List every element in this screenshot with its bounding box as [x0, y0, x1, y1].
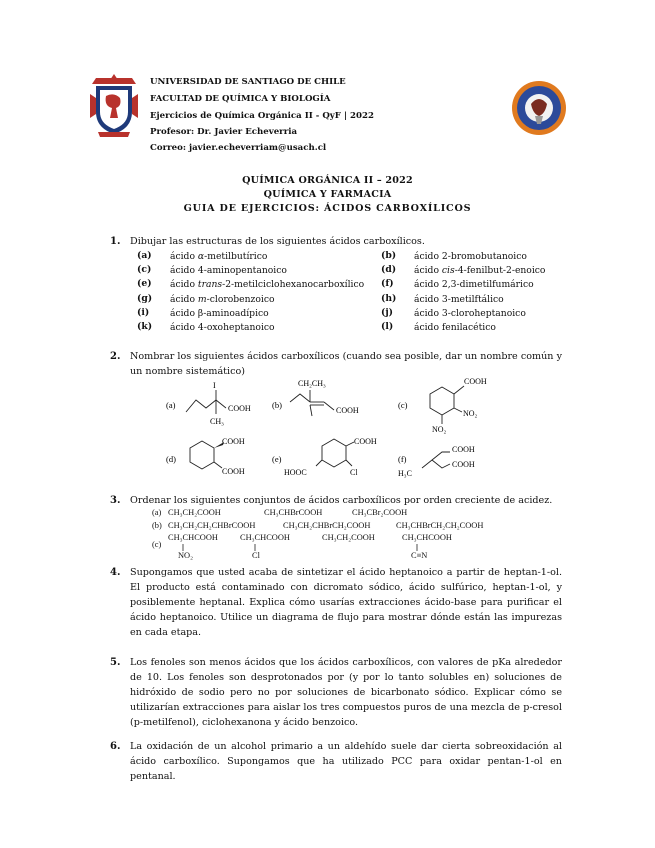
q3-c-acid-1: CH₃CHCOOH	[168, 533, 218, 542]
university-name: UNIVERSIDAD DE SANTIAGO DE CHILE	[150, 77, 346, 87]
q2-c-no2-a: NO₂	[463, 409, 478, 418]
q3-c-acid-4: CH₃CHCOOH	[402, 533, 452, 542]
q2-structures	[160, 372, 520, 484]
q1-item-label: (c)	[137, 264, 152, 276]
professor-name: Profesor: Dr. Javier Echeverria	[150, 127, 298, 137]
q2-f-cooh-a: COOH	[452, 445, 475, 454]
q2-number: 2.	[110, 351, 121, 362]
title-guide: GUIA DE EJERCICIOS: ÁCIDOS CARBOXÍLICOS	[183, 203, 472, 214]
q2-text: Nombrar los siguientes ácidos carboxílicos (cuando sea posible, dar un nombre común y un nombre sistemático)	[130, 351, 562, 377]
q1-item-name: ácido α-metilbutírico	[170, 251, 268, 262]
q1-item-label: (g)	[137, 292, 153, 304]
q1-item-name: ácido m-clorobenzoico	[170, 293, 275, 305]
q1-item-label: (j)	[381, 306, 394, 318]
q2-c-cooh: COOH	[464, 377, 487, 386]
q1-text: Dibujar las estructuras de los siguientes ácidos carboxílicos.	[130, 236, 425, 247]
professor-email: Correo: javier.echeverriam@usach.cl	[150, 143, 327, 153]
q3-a-acid-1: CH₃CH₂COOH	[168, 508, 221, 517]
q3-c-sub-2: Cl	[252, 551, 260, 560]
q6-number: 6.	[110, 741, 121, 752]
q1-item-name: ácido 3-cloroheptanoico	[414, 307, 526, 319]
q2-label-f: (f)	[398, 454, 407, 464]
q3-number: 3.	[110, 495, 121, 506]
q2-c-no2-b: NO₂	[432, 425, 447, 434]
q2-label-e: (e)	[272, 454, 282, 464]
q2-e-hooc: HOOC	[284, 468, 307, 477]
q3-a-acid-2: CH₃CHBrCOOH	[264, 508, 323, 517]
q3-set-b-label: (b)	[152, 521, 162, 530]
q1-item-label: (k)	[137, 321, 153, 332]
q2-label-a: (a)	[166, 400, 176, 410]
q3-c-sub-4: C≡N	[411, 551, 428, 560]
q1-item-name: ácido β-aminoadípico	[170, 307, 269, 319]
q2-f-h3c: H₃C	[398, 469, 412, 478]
q1-item-label: (d)	[381, 264, 397, 276]
q1-item-label: (i)	[137, 306, 150, 318]
q2-label-d: (d)	[166, 454, 176, 464]
faculty-name: FACULTAD DE QUÍMICA Y BIOLOGÍA	[150, 94, 331, 104]
q2-b-cooh: COOH	[336, 406, 359, 415]
q3-a-acid-3: CH₃CBr₂COOH	[352, 508, 408, 517]
q2-a-ch3: CH₃	[210, 417, 224, 426]
q6-text: La oxidación de un alcohol primario a un aldehído suele dar cierta sobreoxidación al ácido carboxílico. Supongamos que ha utilizado PCC para oxidar pentan-1-ol en pentanal.	[130, 741, 562, 782]
course-name: Ejercicios de Química Orgánica II - QyF | 2022	[150, 111, 374, 121]
q1-item-name: ácido fenilacético	[414, 322, 496, 333]
q1-item-name: ácido 2-bromobutanoico	[414, 251, 527, 262]
q1-item-label: (b)	[381, 250, 397, 261]
q1-item-label: (h)	[381, 292, 397, 304]
q3-b-acid-1: CH₃CH₂CH₂CHBrCOOH	[168, 521, 256, 530]
q1-number: 1.	[110, 236, 121, 247]
q5-text: Los fenoles son menos ácidos que los ácidos carboxílicos, con valores de pKa alrededor de 10. Los fenoles son desprotonados por (y por lo tanto solubles en) soluciones de hidróxido de sodio pero no por soluciones de bicarbonato sódico. Explicar cómo se utilizarían extracciones para aislar los tres compuestos puros de una mezcla de p-cresol (p-metilfenol), ciclohexanona y ácido benzoico.	[130, 657, 562, 728]
q3-set-a-label: (a)	[152, 508, 162, 517]
q1-item-label: (f)	[381, 278, 394, 290]
q1-item-name: ácido 4-oxoheptanoico	[170, 322, 275, 333]
q2-label-b: (b)	[272, 400, 282, 410]
q2-a-cooh: COOH	[228, 404, 251, 413]
q2-f-cooh-b: COOH	[452, 460, 475, 469]
q3-c-bonds	[180, 544, 420, 552]
q3-b-acid-2: CH₃CH₂CHBrCH₂COOH	[283, 521, 371, 530]
q1-item-name: ácido trans-2-metilciclohexanocarboxílico	[170, 279, 365, 291]
q1-item-label: (l)	[381, 321, 394, 332]
q4-text: Supongamos que usted acaba de sintetizar el ácido heptanoico a partir de heptan-1-ol. El producto está contaminado con dicromato sódico, ácido sulfúrico, heptan-1-ol, y posiblemente heptanal. Explica cómo usarías extracciones ácido-base para purificar el ácido heptanoico. Utilice un diagrama de flujo para mostrar dónde están las impurezas en cada etapa.	[130, 567, 562, 638]
title-career: QUÍMICA Y FARMACIA	[263, 189, 392, 200]
q2-b-ethyl: CH₂CH₃	[298, 379, 326, 388]
faculty-logo	[511, 80, 567, 136]
q5-number: 5.	[110, 657, 121, 668]
q1-item-name: ácido 3-metilftálico	[414, 293, 504, 305]
q3-text: Ordenar los siguientes conjuntos de ácidos carboxílicos por orden creciente de acidez.	[130, 495, 553, 506]
q3-c-sub-1: NO₂	[178, 551, 194, 560]
q2-e-cl: Cl	[350, 468, 358, 477]
q3-set-c-label: (c)	[152, 540, 162, 549]
q3-c-acid-2: CH₃CHCOOH	[240, 533, 290, 542]
q2-e-cooh: COOH	[354, 437, 377, 446]
q1-item-name: ácido 2,3-dimetilfumárico	[414, 279, 534, 291]
q3-b-acid-3: CH₃CHBrCH₂CH₂COOH	[396, 521, 484, 530]
q2-a-iodo: I	[213, 381, 216, 390]
q1-item-label: (a)	[137, 250, 152, 261]
q1-item-name: ácido cis-4-fenilbut-2-enoico	[414, 265, 546, 277]
q2-d-cooh-b: COOH	[222, 467, 245, 476]
q1-item-name: ácido 4-aminopentanoico	[170, 265, 287, 277]
q2-label-c: (c)	[398, 400, 408, 410]
usach-logo	[88, 74, 140, 138]
title-course: QUÍMICA ORGÁNICA II – 2022	[242, 175, 413, 186]
q1-item-label: (e)	[137, 278, 152, 290]
q3-c-acid-3: CH₃CH₂COOH	[322, 533, 375, 542]
q4-number: 4.	[110, 567, 121, 578]
q2-d-cooh-a: COOH	[222, 437, 245, 446]
